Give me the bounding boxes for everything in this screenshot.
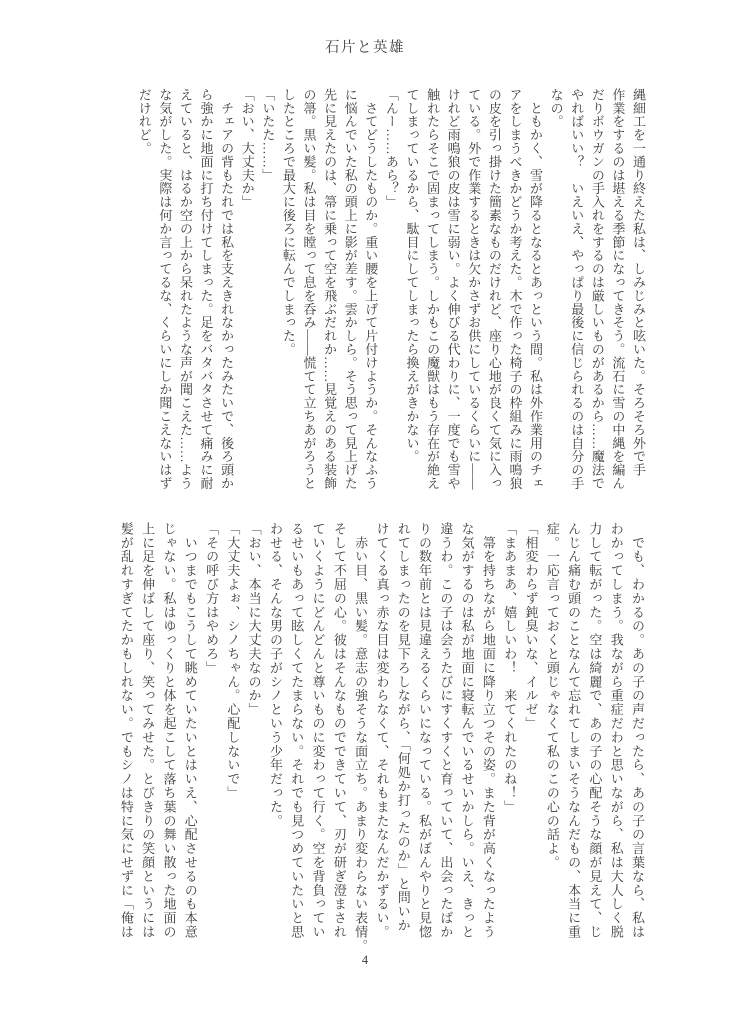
text-line: りの数年前とは見違えるくらいになっている。私がぼんやりと見惚 xyxy=(417,522,433,939)
text-line: だけれど。 xyxy=(136,88,152,155)
page-title: 石片と英雄 xyxy=(325,40,405,56)
text-line: るせいもあって眩しくてたまらない。それでも見つめていたいと思 xyxy=(289,522,305,939)
text-line: に悩んでいた私の頭上に影が差す。雲かしら。そう思って見上げた xyxy=(342,88,358,490)
text-line: 「いたた……」 xyxy=(260,88,276,182)
text-line: な気がするのは私が地面に寝転んでいるせいかしら。いえ、きっと xyxy=(459,522,475,939)
text-line: だりボウガンの手入れをするのは厳しいものがあるから……魔法で xyxy=(589,88,605,490)
text-line: いつまでもこうして眺めていたいとはいえ、心配させるのも本意 xyxy=(182,522,198,939)
bottom-text-block xyxy=(116,522,648,954)
text-line: 縄細工を一通り終えた私は、しみじみと呟いた。そろそろ外で手 xyxy=(631,88,646,477)
text-line: わせる、そんな男の子がシノという少年だった。 xyxy=(267,522,283,828)
text-line: わかってしまう。我ながら重症だわと思いながら、私は大人しく脱 xyxy=(608,522,624,939)
text-line: 「相変わらず鈍臭いな、イルゼ」 xyxy=(523,522,539,731)
top-text-block xyxy=(133,88,648,492)
text-line: 「まあまあ、嬉しいわ！ 来てくれたのね！」 xyxy=(502,522,518,814)
text-line: んじん痛む頭のことなんて忘れてしまいそうなんだもの、本当に重 xyxy=(566,522,582,939)
text-line: ていくようにどんどんと尊いものに変わって行く。空を背負ってい xyxy=(310,522,326,939)
text-line: 違うわ。この子は会うたびにすくすくと育っていて、出会ったばか xyxy=(438,522,454,939)
text-line: 触れたらそこで固まってしまう。しかもこの魔獣はもう存在が絶え xyxy=(425,88,441,490)
text-line: えていると、はるか空の上から呆れたような声が聞こえた……よう xyxy=(177,88,193,490)
text-line: 先に見えたのは、箒に乗って空を飛ぶだれか……見覚えのある装飾 xyxy=(322,88,338,490)
text-line: 髪が乱れすぎてたかもしれない。でもシノは特に気にせずに「俺は xyxy=(118,522,134,939)
text-line: 「んー……あら？」 xyxy=(383,88,399,209)
text-line: 「その呼び方はやめろ」 xyxy=(204,522,220,675)
text-line: したところで最大に後ろに転んでしまった。 xyxy=(280,88,296,356)
text-line: けれど雨鳴狼の皮は雪に弱い。よく伸びる代わりに、一度でも雪や xyxy=(445,88,461,490)
text-line: 「大丈夫よぉ、シノちゃん。心配しないで」 xyxy=(225,522,241,800)
text-line: 作業をするのは堪える季節になってきそう。流石に雪の中縄を編ん xyxy=(610,88,626,490)
text-line: でも、わかるの。あの子の声だったら、あの子の言葉なら、私は xyxy=(630,522,645,939)
text-line: 「おい、本当に大丈夫なのか」 xyxy=(246,522,262,717)
text-line: さてどうしたものか。重い腰を上げて片付けようか。そんなふう xyxy=(363,88,379,490)
text-line: チェアの背もたれでは私を支えきれなかったみたいで、後ろ頭か xyxy=(219,88,235,490)
text-line: やればいい？ いえいえ、やっぱり最後に信じられるのは自分の手 xyxy=(569,88,585,490)
page-number: 4 xyxy=(361,953,369,967)
text-line: な気がした。実際は何か言ってるな、くらいにしか聞こえないはず xyxy=(157,88,173,490)
text-line: じゃない。私はゆっくりと体を起こして落ち葉の舞い散った地面の xyxy=(161,522,177,939)
text-line: 力して転がった。空は綺麗で、あの子の心配そうな顔が見えて、じ xyxy=(587,522,603,939)
text-line: ともかく、雪が降るとなるとあっという間。私は外作業用のチェ xyxy=(528,88,544,490)
text-line: 「おい、大丈夫か」 xyxy=(239,88,255,209)
text-line: なの。 xyxy=(548,88,564,129)
text-line: 症。一応言っておくと頭じゃなくて私のこの心の話よ。 xyxy=(544,522,560,870)
text-line: てしまっているから、駄目にしてしまったら換えがきかない。 xyxy=(404,88,420,464)
text-line: れてしまったのを見下ろしながら、「何処か打ったのか」と問いか xyxy=(395,522,411,933)
text-line: 箒を持ちながら地面に降り立つその姿。また背が高くなったよう xyxy=(480,522,496,939)
text-line: けてくる真っ赤な目は変わらなくて、それもまたなんだかずるい。 xyxy=(374,522,390,939)
text-line: アをしまうべきかどうか考えた。木で作った椅子の枠組みに雨鳴狼 xyxy=(507,88,523,490)
text-line: 赤い目、黒い髪。意志の強そうな面立ち。あまり変わらない表情。 xyxy=(353,522,369,953)
text-line: の皮を引っ掛けた簡素なものだけれど、座り心地が良くて気に入っ xyxy=(486,88,502,490)
text-line: 上に足を伸ばして座り、笑ってみせた。とびきりの笑顔というには xyxy=(140,522,156,939)
text-line: の箒。黒い髪。私は目を瞠って息を呑み――慌てて立ちあがろうと xyxy=(301,88,317,490)
text-line: ら強かに地面に打ち付けてしまった。足をバタバタさせて痛みに耐 xyxy=(198,88,214,490)
text-line: ている。外で作業するときは欠かさずお供にしているくらいに―― xyxy=(466,88,482,490)
text-line: そして不屈の心。彼はそんなものでできていて、刃が研ぎ澄まされ xyxy=(331,522,347,939)
